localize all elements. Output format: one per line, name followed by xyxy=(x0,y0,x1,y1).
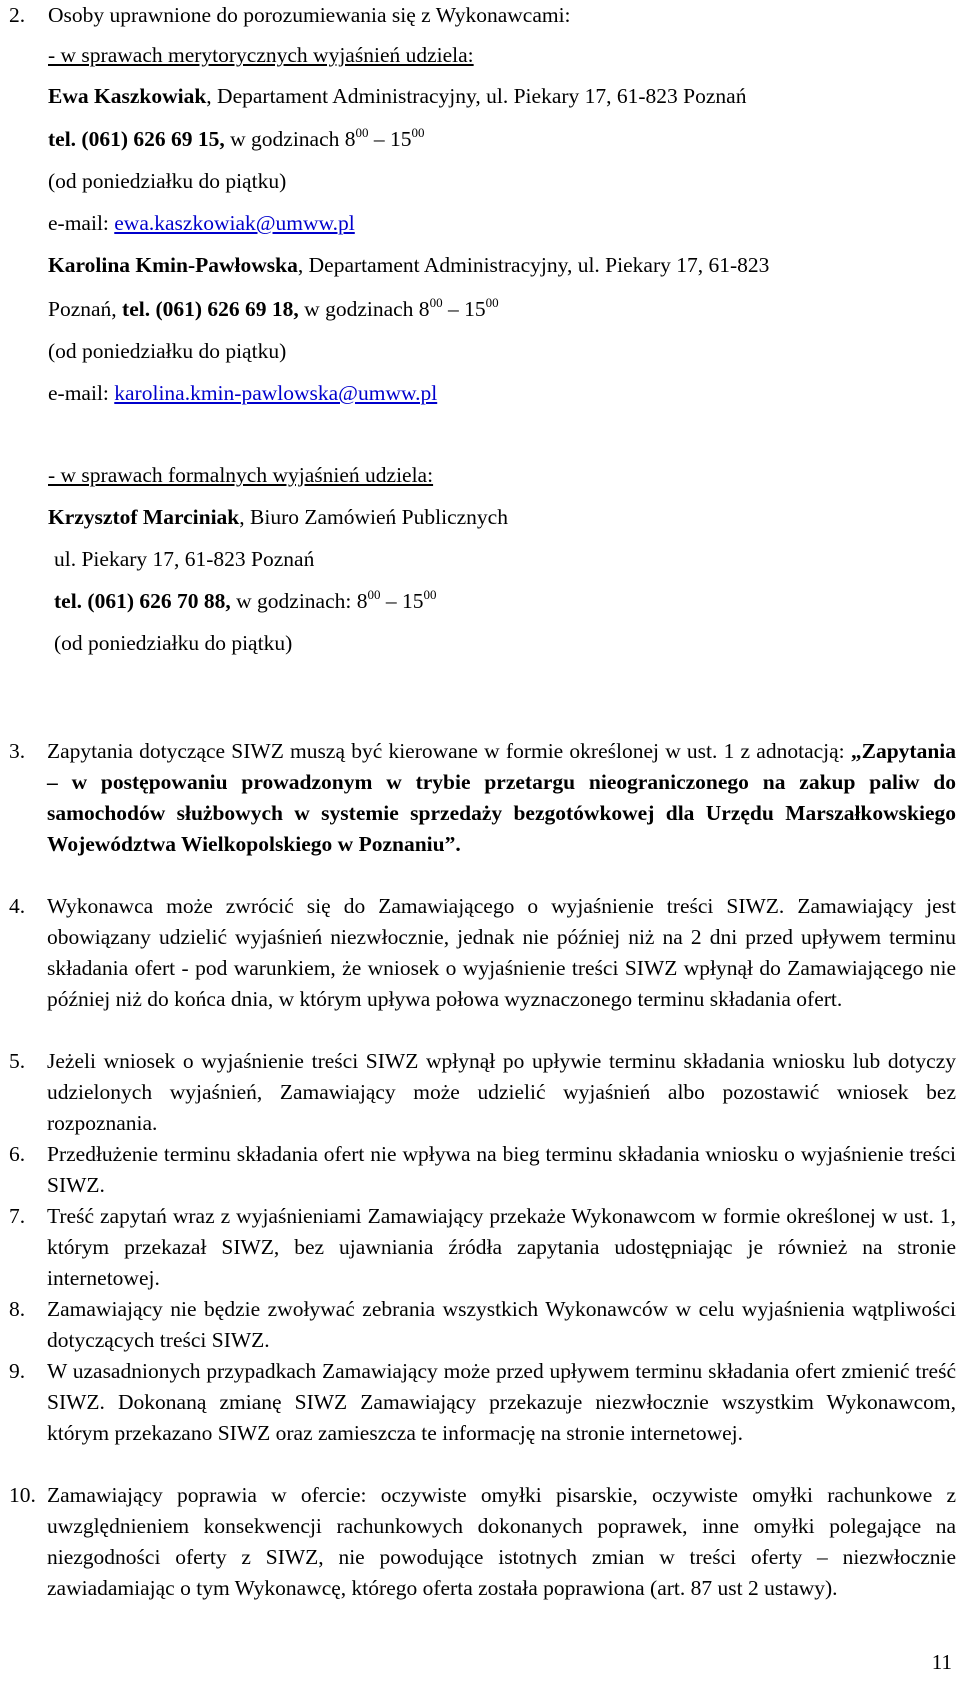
list-item: 9. W uzasadnionych przypadkach Zamawiający może przed upływem terminu składania ofert zmienić treść SIWZ. Dokonaną zmianę SIWZ Zamawiający przekazuje niezwłocznie wszystkim Wykonawcom, którym przekazano SIWZ oraz zamieszcza te informację na stronie internetowej. xyxy=(9,1359,956,1445)
list-item: 5. Jeżeli wniosek o wyjaśnienie treści SIWZ wpłynął po upływie terminu składania wniosku lub dotyczy udzielonych wyjaśnień, Zamawiający może udzielić wyjaśnień albo pozostawić wniosek bez rozpoznania. xyxy=(9,1049,956,1135)
list-item: 8. Zamawiający nie będzie zwoływać zebrania wszystkich Wykonawców w celu wyjaśnienia wątpliwości dotyczących treści SIWZ. xyxy=(9,1297,956,1352)
section-number: 2. xyxy=(9,3,26,27)
section-heading: Osoby uprawnione do porozumiewania się z Wykonawcami: xyxy=(48,3,571,27)
person1-tel: tel. (061) 626 69 15, xyxy=(48,127,225,151)
person2-days: (od poniedziałku do piątku) xyxy=(48,339,287,363)
person1-email-line: e-mail: ewa.kaszkowiak@umww.pl xyxy=(48,211,355,235)
list-item: 4. Wykonawca może zwrócić się do Zamawiającego o wyjaśnienie treści SIWZ. Zamawiający jest obowiązany udzielić wyjaśnień niezwłocznie, jednak nie później niż na 2 dni przed upływem terminu składania ofert - pod warunkiem, że wniosek o wyjaśnienie treści SIWZ wpłynął do Zamawiającego nie później niż do końca dnia, w którym upływa połowa wyznaczonego terminu składania ofert. xyxy=(9,894,956,1011)
person2-affil: , Departament Administracyjny, ul. Piekary 17, 61-823 xyxy=(297,253,770,277)
person2-tel-line: Poznań, tel. (061) 626 69 18, w godzinach $8^{00} - 15^{00}$ xyxy=(48,295,499,321)
person1-tel-line: tel. (061) 626 69 15, w godzinach $8^{00} - 15^{00}$ xyxy=(48,125,425,151)
page-number: 11 xyxy=(931,1650,952,1674)
person3-affil: , Biuro Zamówień Publicznych xyxy=(239,505,508,529)
person2-email-link[interactable]: karolina.kmin-pawlowska@umww.pl xyxy=(114,381,438,405)
person3-line xyxy=(48,502,508,533)
list-item: 3. Zapytania dotyczące SIWZ muszą być kierowane w formie określonej w ust. 1 z adnotacją: „Zapytania – w postępowaniu prowadzonym w trybie przetargu nieograniczonego na zakup paliw do samochodów służbowych w systemie sprzedaży bezgotówkowej dla Urzędu Marszałkowskiego Województwa Wielkopolskiego w Poznaniu”. xyxy=(9,739,956,856)
merit-label: - w sprawach merytorycznych wyjaśnień udziela: xyxy=(48,43,474,67)
person1-name: Ewa Kaszkowiak xyxy=(48,84,207,108)
person1-line xyxy=(48,81,746,112)
person3-days: (od poniedziałku do piątku) xyxy=(54,631,293,655)
list-item: 6. Przedłużenie terminu składania ofert nie wpływa na bieg terminu składania wniosku o wyjaśnienie treści SIWZ. xyxy=(9,1142,956,1197)
person3-address: ul. Piekary 17, 61-823 Poznań xyxy=(54,547,315,571)
person1-email-link[interactable]: ewa.kaszkowiak@umww.pl xyxy=(114,211,355,235)
person3-tel-line: tel. (061) 626 70 88, w godzinach: $8^{00} - 15^{00}$ xyxy=(54,587,437,613)
person2-email-line: e-mail: karolina.kmin-pawlowska@umww.pl xyxy=(48,381,438,405)
person2-line xyxy=(48,250,769,281)
person2-tel: tel. (061) 626 69 18, xyxy=(122,297,299,321)
list-item: 10. Zamawiający poprawia w ofercie: oczywiste omyłki pisarskie, oczywiste omyłki rachunkowe z uwzględnieniem konsekwencji rachunkowych dokonanych poprawek, inne omyłki polegające na niezgodności oferty z SIWZ, nie powodujące istotnych zmian w treści oferty – niezwłocznie zawiadamiając o tym Wykonawcę, którego oferta została poprawiona (art. 87 ust 2 ustawy). xyxy=(9,1483,956,1600)
person3-tel: tel. (061) 626 70 88, xyxy=(54,589,231,613)
person1-affil: , Departament Administracyjny, ul. Piekary 17, 61-823 Poznań xyxy=(206,84,747,108)
person1-days: (od poniedziałku do piątku) xyxy=(48,169,287,193)
item3-bold-annotation: „Zapytania – w postępowaniu prowadzonym w trybie przetargu nieograniczonego na zakup paliw do samochodów służbowych w systemie sprzedaży bezgotówkowej dla Urzędu Marszałkowskiego Województwa Wielkopolskiego w Poznaniu”. xyxy=(47,739,956,856)
person2-name: Karolina Kmin-Pawłowska xyxy=(48,253,298,277)
person3-name: Krzysztof Marciniak xyxy=(48,505,240,529)
list-item: 7. Treść zapytań wraz z wyjaśnieniami Zamawiający przekaże Wykonawcom w formie określonej w ust. 1, którym przekazał SIWZ, bez ujawniania źródła zapytania udostępniając je również na stronie internetowej. xyxy=(9,1204,956,1290)
formal-label: - w sprawach formalnych wyjaśnień udziela: xyxy=(48,463,434,487)
